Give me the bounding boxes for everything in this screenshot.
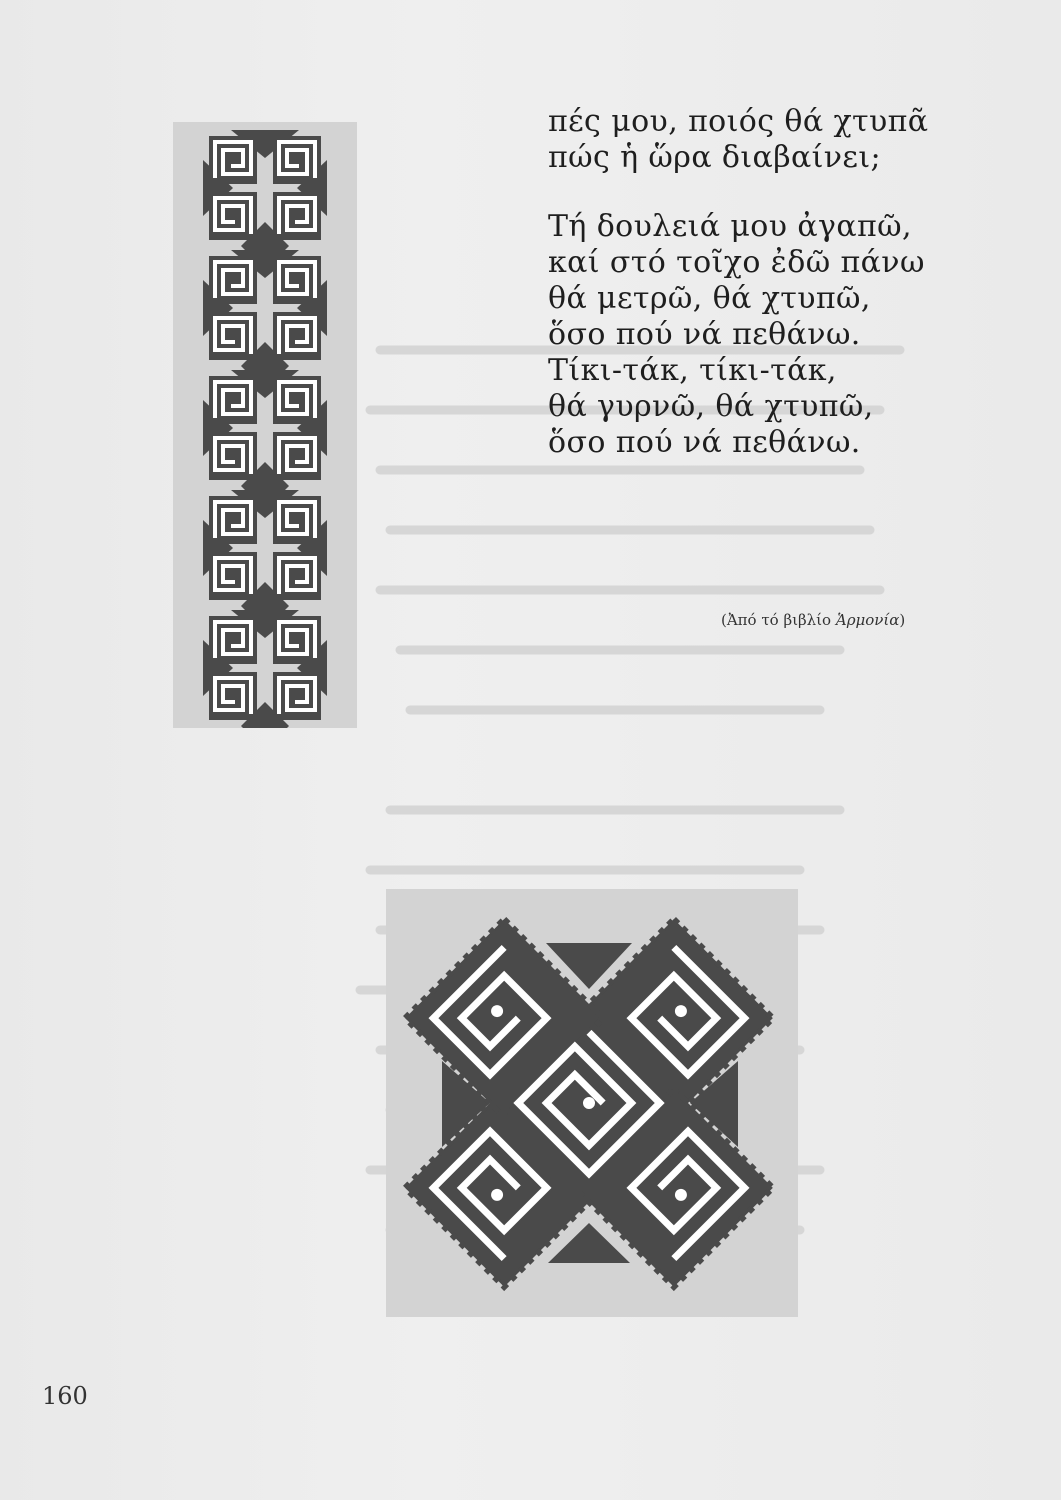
poem-line: ὅσο πού νά πεθάνω. bbox=[548, 425, 861, 460]
embroidery-strip bbox=[173, 122, 357, 728]
cross-spiral-motif bbox=[386, 889, 798, 1317]
poem-line: θά μετρῶ, θά χτυπῶ, bbox=[548, 281, 871, 316]
poem-line: καί στό τοῖχο ἐδῶ πάνω bbox=[548, 245, 925, 280]
poem-text bbox=[548, 104, 1028, 461]
poem-line: ὅσο πού νά πεθάνω. bbox=[548, 317, 861, 352]
poem-line: Τίκι-τάκ, τίκι-τάκ, bbox=[548, 353, 837, 388]
poem-line: Τή δουλειά μου ἀγαπῶ, bbox=[548, 209, 912, 244]
page-number: 160 bbox=[42, 1382, 88, 1410]
poem-stanza-1 bbox=[548, 104, 1028, 176]
poem-line: πώς ἡ ὥρα διαβαίνει; bbox=[548, 140, 882, 175]
poem-line: θά γυρνῶ, θά χτυπῶ, bbox=[548, 389, 874, 424]
source-title: Ἁρμονία bbox=[835, 611, 900, 629]
source-close: ) bbox=[899, 611, 906, 629]
source-citation bbox=[721, 611, 905, 629]
poem-stanza-2 bbox=[548, 209, 1028, 461]
meander-strip-pattern bbox=[173, 122, 357, 728]
embroidery-square bbox=[386, 889, 798, 1317]
poem-line: πές μου, ποιός θά χτυπᾶ bbox=[548, 104, 929, 139]
source-open: (Ἀπό τό βιβλίο bbox=[721, 611, 836, 629]
